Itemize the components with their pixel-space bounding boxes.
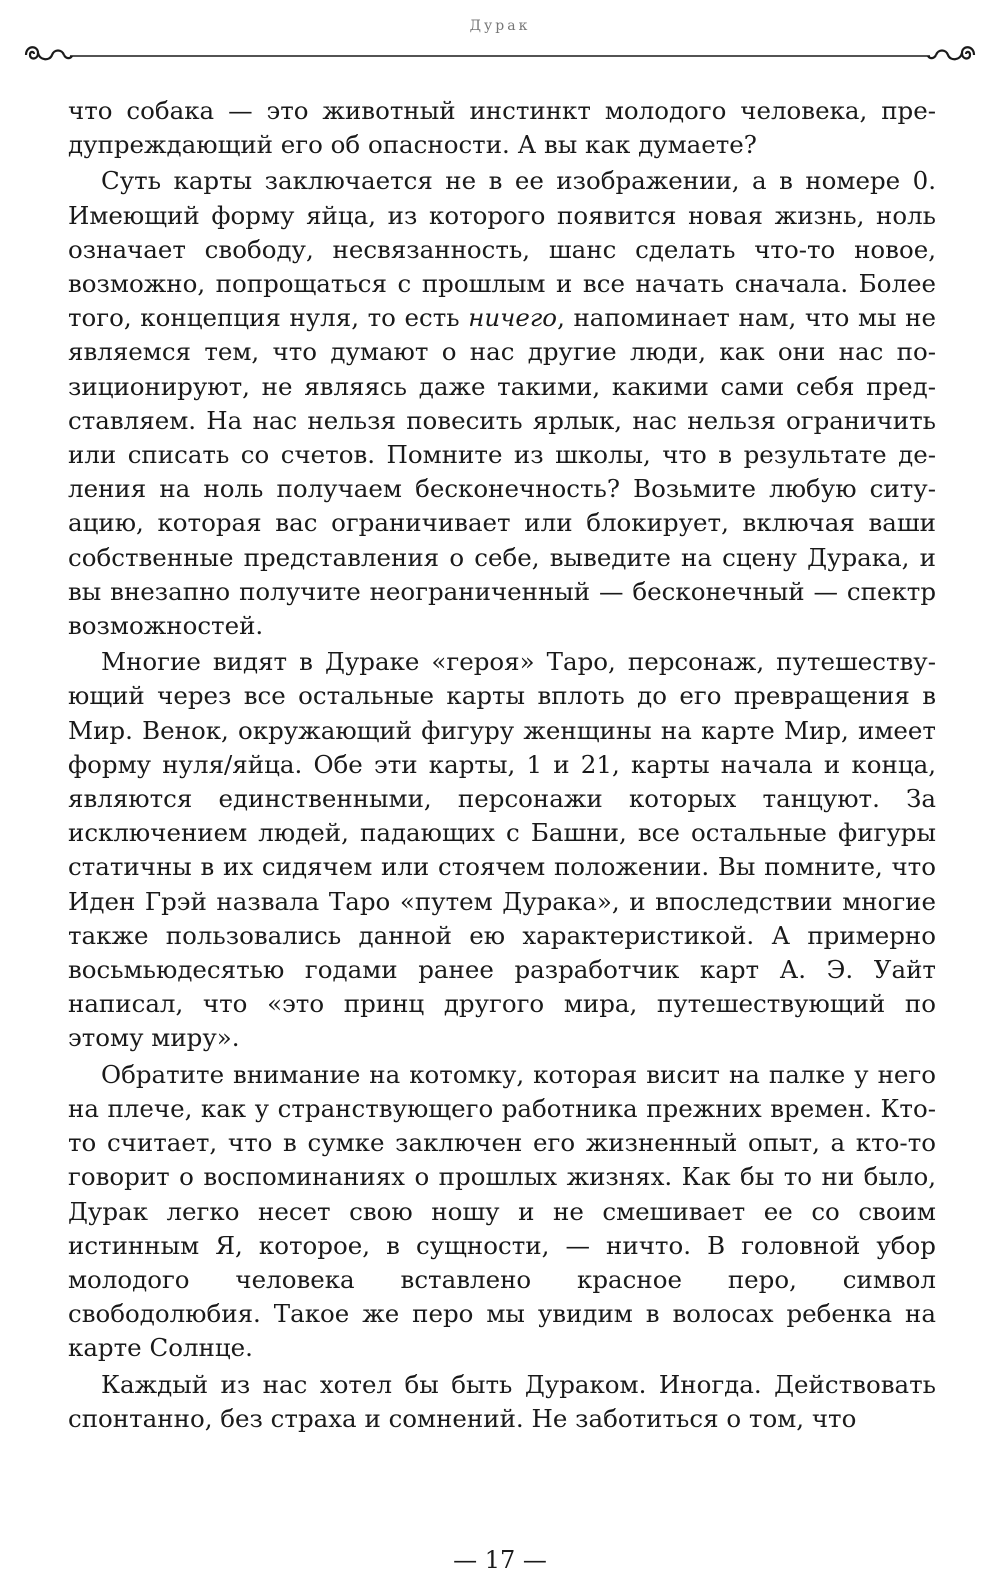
right-flourish-icon	[928, 47, 974, 59]
paragraph-2-italic-word: ничего	[468, 303, 558, 333]
paragraph-2	[68, 164, 936, 643]
body-text	[68, 94, 936, 1438]
paragraph-4: Обратите внимание на котомку, которая висит на палке у него на плече, как у странствующего работника прежних времен. Кто-то считает, что в сумке заключен его жизненный опыт, а кто-то говорит о воспоминаниях о прошлых жизнях. Как бы то ни было, Дурак легко несет свою ношу и не смешивает ее со своим истинным Я, которое, в сущности, — ничто. В головной убор молодого человека вставлено красное перо, символ свободолюбия. Такое же перо мы увидим в волосах ребенка на карте Солнце.	[68, 1059, 936, 1363]
paragraph-2-part-2: , напоминает нам, что мы не являемся тем, что думают о нас другие люди, как они нас позиционируют, не являясь даже такими, какими сами себя представляем. На нас нельзя повесить ярлык, нас нельзя ограничить или списать со счетов. Помните из школы, что в результате деления на ноль получаем бесконечность? Возьмите любую ситуацию, которая вас ограничивает или блокирует, включая ваши собственные представления о себе, выведите на сцену Дурака, и вы внезапно получите неограниченный — бесконечный — спектр возможностей.	[68, 303, 936, 641]
header-ornament-rule	[22, 40, 978, 70]
paragraph-3: Многие видят в Дураке «героя» Таро, персонаж, путешествующий через все остальные карты вплоть до его превращения в Мир. Венок, окружающий фигуру женщины на карте Мир, имеет форму нуля/яйца. Обе эти карты, 1 и 21, карты начала и конца, являются единственными, персонажи которых танцуют. За исключением людей, падающих с Башни, все остальные фигуры статичны в их сидячем или стоячем положении. Вы помните, что Иден Грэй назвала Таро «путем Дурака», и впоследствии многие также пользовались данной ею характеристикой. А примерно восьмьюдесятью годами ранее разработчик карт А. Э. Уайт написал, что «это принц другого мира, путешествующий по этому миру».	[68, 647, 936, 1053]
page-number: — 17 —	[453, 1546, 547, 1574]
running-head: Дурак	[469, 18, 531, 34]
left-flourish-icon	[26, 47, 72, 59]
paragraph-5: Каждый из нас хотел бы быть Дураком. Иногда. Действовать спонтанно, без страха и сомнений. Не заботиться о том, что	[68, 1369, 936, 1433]
paragraph-2-part-1: Суть карты заключается не в ее изображении, а в номере 0. Имеющий форму яйца, из которого появится новая жизнь, ноль означает свободу, несвязанность, шанс сделать что-то новое, возможно, попрощаться с прошлым и все начать сначала. Более того, концепция нуля, то есть	[68, 166, 936, 333]
paragraph-1: что собака — это животный инстинкт молодого человека, предупреждающий его об опасности. А вы как думаете?	[68, 96, 936, 160]
